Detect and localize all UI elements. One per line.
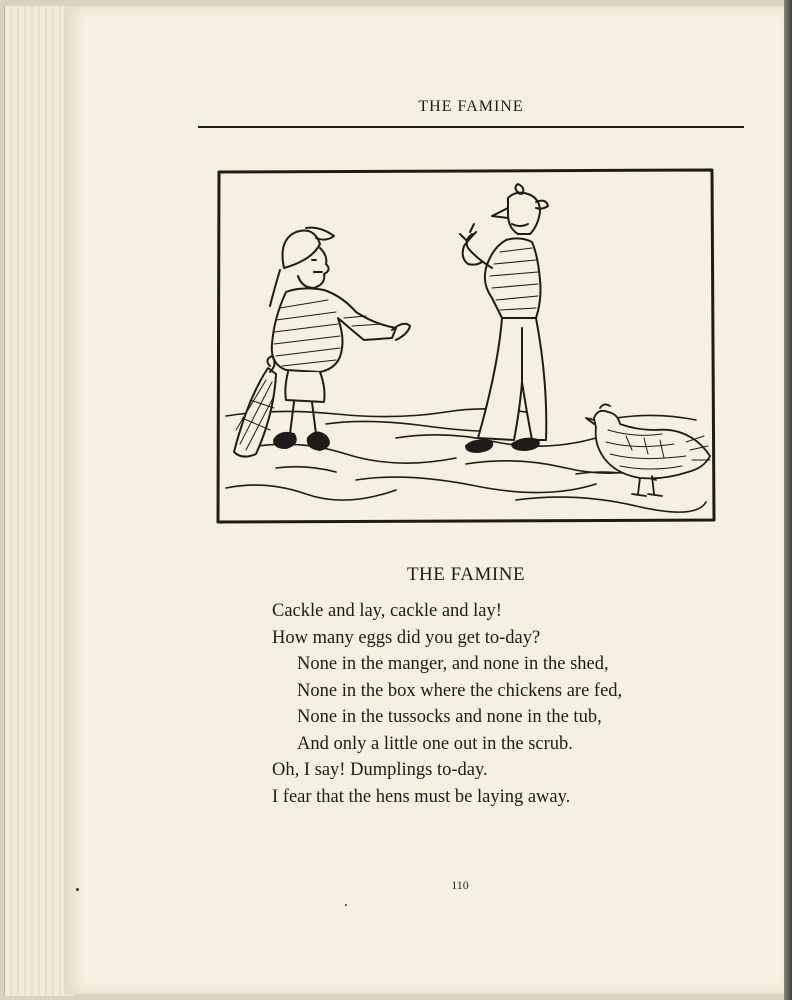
poem-line: I fear that the hens must be laying away. bbox=[272, 786, 571, 807]
running-head: THE FAMINE bbox=[418, 98, 524, 115]
poem-line: Cackle and lay, cackle and lay! bbox=[272, 601, 502, 621]
poem-line: And only a little one out in the scrub. bbox=[297, 733, 573, 754]
page-number: 110 bbox=[451, 878, 469, 892]
paper-speck bbox=[76, 888, 79, 891]
poem-line: Oh, I say! Dumplings to-day. bbox=[272, 760, 488, 780]
man-figure bbox=[460, 184, 548, 452]
hen-figure bbox=[586, 404, 710, 496]
poem-line: None in the tussocks and none in the tub, bbox=[297, 707, 602, 727]
poem-title: THE FAMINE bbox=[406, 564, 526, 585]
header-rule bbox=[198, 126, 744, 128]
poem-line: None in the box where the chickens are fed, bbox=[297, 680, 623, 701]
poem-body bbox=[272, 598, 742, 810]
page-gutter-shadow bbox=[784, 0, 792, 1000]
illustration bbox=[216, 168, 716, 524]
poem-line: None in the manger, and none in the shed, bbox=[297, 654, 609, 674]
poem-line: How many eggs did you get to-day? bbox=[272, 627, 541, 648]
paper-speck bbox=[345, 904, 347, 906]
